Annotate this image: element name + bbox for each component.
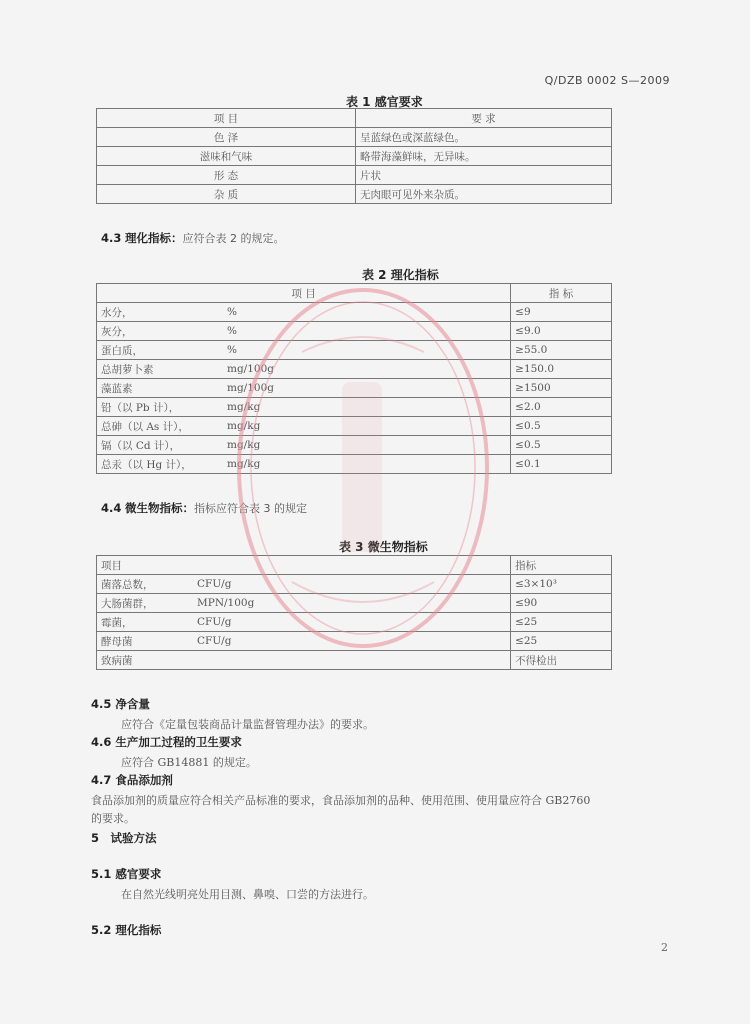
section-5-heading xyxy=(91,830,157,846)
table-cell: 呈蓝绿色或深蓝绿色。 xyxy=(356,128,612,147)
table-cell: ≤25 xyxy=(511,632,612,651)
table-cell: CFU/g xyxy=(193,613,511,632)
table2-caption: 表 2 理化指标 xyxy=(362,268,439,282)
table-cell: 灰分， xyxy=(97,322,224,341)
table-row xyxy=(97,398,612,417)
table-cell: MPN/100g xyxy=(193,594,511,613)
table-cell: 致病菌 xyxy=(97,651,194,670)
table-cell: ≤25 xyxy=(511,613,612,632)
section-4-6-text: 应符合 GB14881 的规定。 xyxy=(121,756,257,769)
table-cell: 色 泽 xyxy=(97,128,356,147)
table1 xyxy=(96,108,612,204)
table-row xyxy=(97,185,612,204)
table-header: 指标 xyxy=(511,556,612,575)
section-4-4 xyxy=(101,500,307,516)
page-number: 2 xyxy=(661,941,668,954)
section-heading: 4.7 食品添加剂 xyxy=(91,773,173,787)
table-cell: ≤90 xyxy=(511,594,612,613)
table-cell: 藻蓝素 xyxy=(97,379,224,398)
table-cell: 总汞（以 Hg 计）， xyxy=(97,455,224,474)
table-cell: ≥55.0 xyxy=(511,341,612,360)
section-title: 理化指标： xyxy=(125,231,183,245)
table-row xyxy=(97,575,612,594)
table-cell: ≤0.5 xyxy=(511,417,612,436)
section-4-3 xyxy=(101,230,285,246)
table-row xyxy=(97,594,612,613)
table-cell: 总砷（以 As 计）， xyxy=(97,417,224,436)
table-cell: 水分， xyxy=(97,303,224,322)
table-cell: 菌落总数， xyxy=(97,575,194,594)
table-row xyxy=(97,109,612,128)
table-header: 项目 xyxy=(97,556,511,575)
table-header: 指 标 xyxy=(511,284,612,303)
table-cell: ≤0.1 xyxy=(511,455,612,474)
table-cell: 滋味和气味 xyxy=(97,147,356,166)
table-cell: 总胡萝卜素 xyxy=(97,360,224,379)
table-row xyxy=(97,303,612,322)
table-cell: 形 态 xyxy=(97,166,356,185)
table-row xyxy=(97,613,612,632)
table-row xyxy=(97,651,612,670)
section-4-7-text2: 的要求。 xyxy=(91,812,135,825)
table-row xyxy=(97,379,612,398)
table-cell: mg/100g xyxy=(223,379,511,398)
table-cell: 镉（以 Cd 计）， xyxy=(97,436,224,455)
table-cell: ≤2.0 xyxy=(511,398,612,417)
table-cell: CFU/g xyxy=(193,575,511,594)
table-cell: 片状 xyxy=(356,166,612,185)
section-4-5-text: 应符合《定量包装商品计量监督管理办法》的要求。 xyxy=(121,718,374,731)
section-heading: 5 试验方法 xyxy=(91,831,157,845)
section-heading: 5.1 感官要求 xyxy=(91,867,162,881)
table-cell: 略带海藻鲜味，无异味。 xyxy=(356,147,612,166)
standard-code: Q/DZB 0002 S—2009 xyxy=(544,74,670,87)
table-cell xyxy=(193,651,511,670)
table-row xyxy=(97,128,612,147)
table-row xyxy=(97,632,612,651)
table-cell: mg/kg xyxy=(223,398,511,417)
table-cell: ≤9.0 xyxy=(511,322,612,341)
table-cell: % xyxy=(223,341,511,360)
table-row xyxy=(97,322,612,341)
table-cell: CFU/g xyxy=(193,632,511,651)
table-cell: ≥150.0 xyxy=(511,360,612,379)
section-5-1-text: 在自然光线明亮处用目测、鼻嗅、口尝的方法进行。 xyxy=(121,888,374,901)
table-cell: 酵母菌 xyxy=(97,632,194,651)
table-cell: ≤0.5 xyxy=(511,436,612,455)
table-cell: % xyxy=(223,322,511,341)
section-5-1-heading xyxy=(91,866,161,882)
section-text: 应符合表 2 的规定。 xyxy=(182,232,285,245)
section-4-6-heading xyxy=(91,734,242,750)
table-cell: mg/kg xyxy=(223,455,511,474)
table-row xyxy=(97,455,612,474)
table-cell: ≤9 xyxy=(511,303,612,322)
table-cell: 无肉眼可见外来杂质。 xyxy=(356,185,612,204)
section-4-7-text1: 食品添加剂的质量应符合相关产品标准的要求，食品添加剂的品种、使用范围、使用量应符合 GB2760 xyxy=(91,794,591,807)
table-row xyxy=(97,147,612,166)
section-number: 4.4 xyxy=(101,501,122,515)
table-header: 项 目 xyxy=(97,284,511,303)
table1-caption: 表 1 感官要求 xyxy=(346,95,423,109)
table-row xyxy=(97,341,612,360)
table-header: 项 目 xyxy=(97,109,356,128)
table3-caption: 表 3 微生物指标 xyxy=(339,540,428,554)
section-heading: 4.6 生产加工过程的卫生要求 xyxy=(91,735,242,749)
table-row xyxy=(97,284,612,303)
section-number: 4.3 xyxy=(101,231,122,245)
table2 xyxy=(96,283,612,474)
table-cell: 大肠菌群， xyxy=(97,594,194,613)
table-header: 要 求 xyxy=(356,109,612,128)
table-cell: ≥1500 xyxy=(511,379,612,398)
table-row xyxy=(97,556,612,575)
table-cell: 不得检出 xyxy=(511,651,612,670)
section-heading: 5.2 理化指标 xyxy=(91,923,162,937)
table-row xyxy=(97,417,612,436)
table-cell: ≤3×10³ xyxy=(511,575,612,594)
table-cell: 霉菌， xyxy=(97,613,194,632)
table-cell: mg/100g xyxy=(223,360,511,379)
table-cell: mg/kg xyxy=(223,417,511,436)
section-5-2-heading xyxy=(91,922,161,938)
table-cell: 杂 质 xyxy=(97,185,356,204)
section-4-5-heading xyxy=(91,696,150,712)
table-cell: 铅（以 Pb 计）， xyxy=(97,398,224,417)
section-title: 微生物指标： xyxy=(125,501,195,515)
table-row xyxy=(97,360,612,379)
section-4-7-heading xyxy=(91,772,173,788)
section-heading: 4.5 净含量 xyxy=(91,697,150,711)
table-row xyxy=(97,166,612,185)
section-text: 指标应符合表 3 的规定 xyxy=(194,502,308,515)
table-row xyxy=(97,436,612,455)
table-cell: mg/kg xyxy=(223,436,511,455)
table3 xyxy=(96,555,612,670)
table-cell: % xyxy=(223,303,511,322)
table-cell: 蛋白质， xyxy=(97,341,224,360)
